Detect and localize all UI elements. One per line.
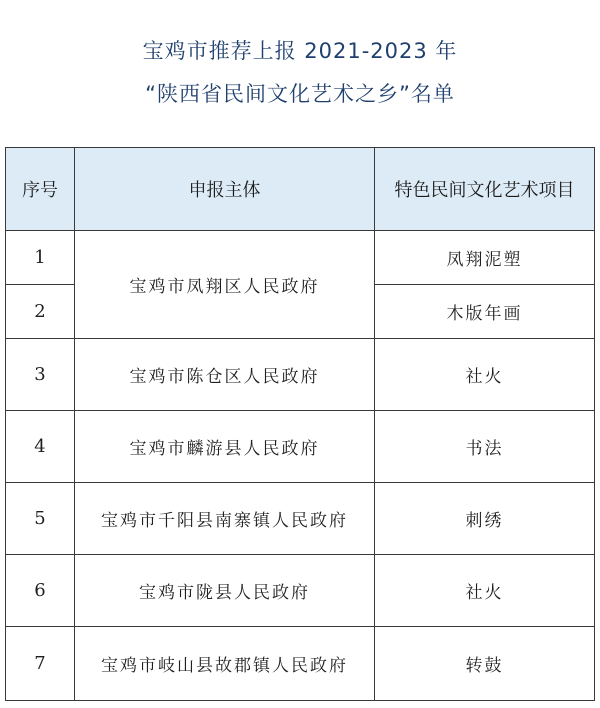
- table-row: [6, 411, 595, 483]
- cell-applicant: 宝鸡市陇县人民政府: [75, 555, 375, 627]
- cell-featured-project: 凤翔泥塑: [375, 231, 595, 285]
- cell-serial-number: 2: [6, 285, 75, 339]
- header-serial-number: 序号: [6, 148, 75, 231]
- cell-applicant: 宝鸡市麟游县人民政府: [75, 411, 375, 483]
- cell-applicant: 宝鸡市凤翔区人民政府: [75, 231, 375, 339]
- cell-serial-number: 7: [6, 627, 75, 701]
- heritage-town-list-table: [5, 147, 595, 701]
- table-row: [6, 483, 595, 555]
- table-row: [6, 231, 595, 285]
- document-title-line2: “陕西省民间文化艺术之乡”名单: [145, 82, 455, 106]
- cell-applicant: 宝鸡市岐山县故郡镇人民政府: [75, 627, 375, 701]
- cell-serial-number: 4: [6, 411, 75, 483]
- cell-featured-project: 刺绣: [375, 483, 595, 555]
- cell-serial-number: 6: [6, 555, 75, 627]
- table-header-row: [6, 148, 595, 231]
- cell-serial-number: 1: [6, 231, 75, 285]
- cell-applicant: 宝鸡市陈仓区人民政府: [75, 339, 375, 411]
- table-row: [6, 339, 595, 411]
- cell-serial-number: 5: [6, 483, 75, 555]
- cell-featured-project: 转鼓: [375, 627, 595, 701]
- cell-applicant: 宝鸡市千阳县南寨镇人民政府: [75, 483, 375, 555]
- cell-featured-project: 木版年画: [375, 285, 595, 339]
- cell-featured-project: 社火: [375, 339, 595, 411]
- cell-serial-number: 3: [6, 339, 75, 411]
- table-row: [6, 627, 595, 701]
- cell-featured-project: 书法: [375, 411, 595, 483]
- document-title-line1: 宝鸡市推荐上报 2021-2023 年: [142, 39, 458, 63]
- table-row: [6, 555, 595, 627]
- cell-featured-project: 社火: [375, 555, 595, 627]
- header-featured-project: 特色民间文化艺术项目: [375, 148, 595, 231]
- header-applicant: 申报主体: [75, 148, 375, 231]
